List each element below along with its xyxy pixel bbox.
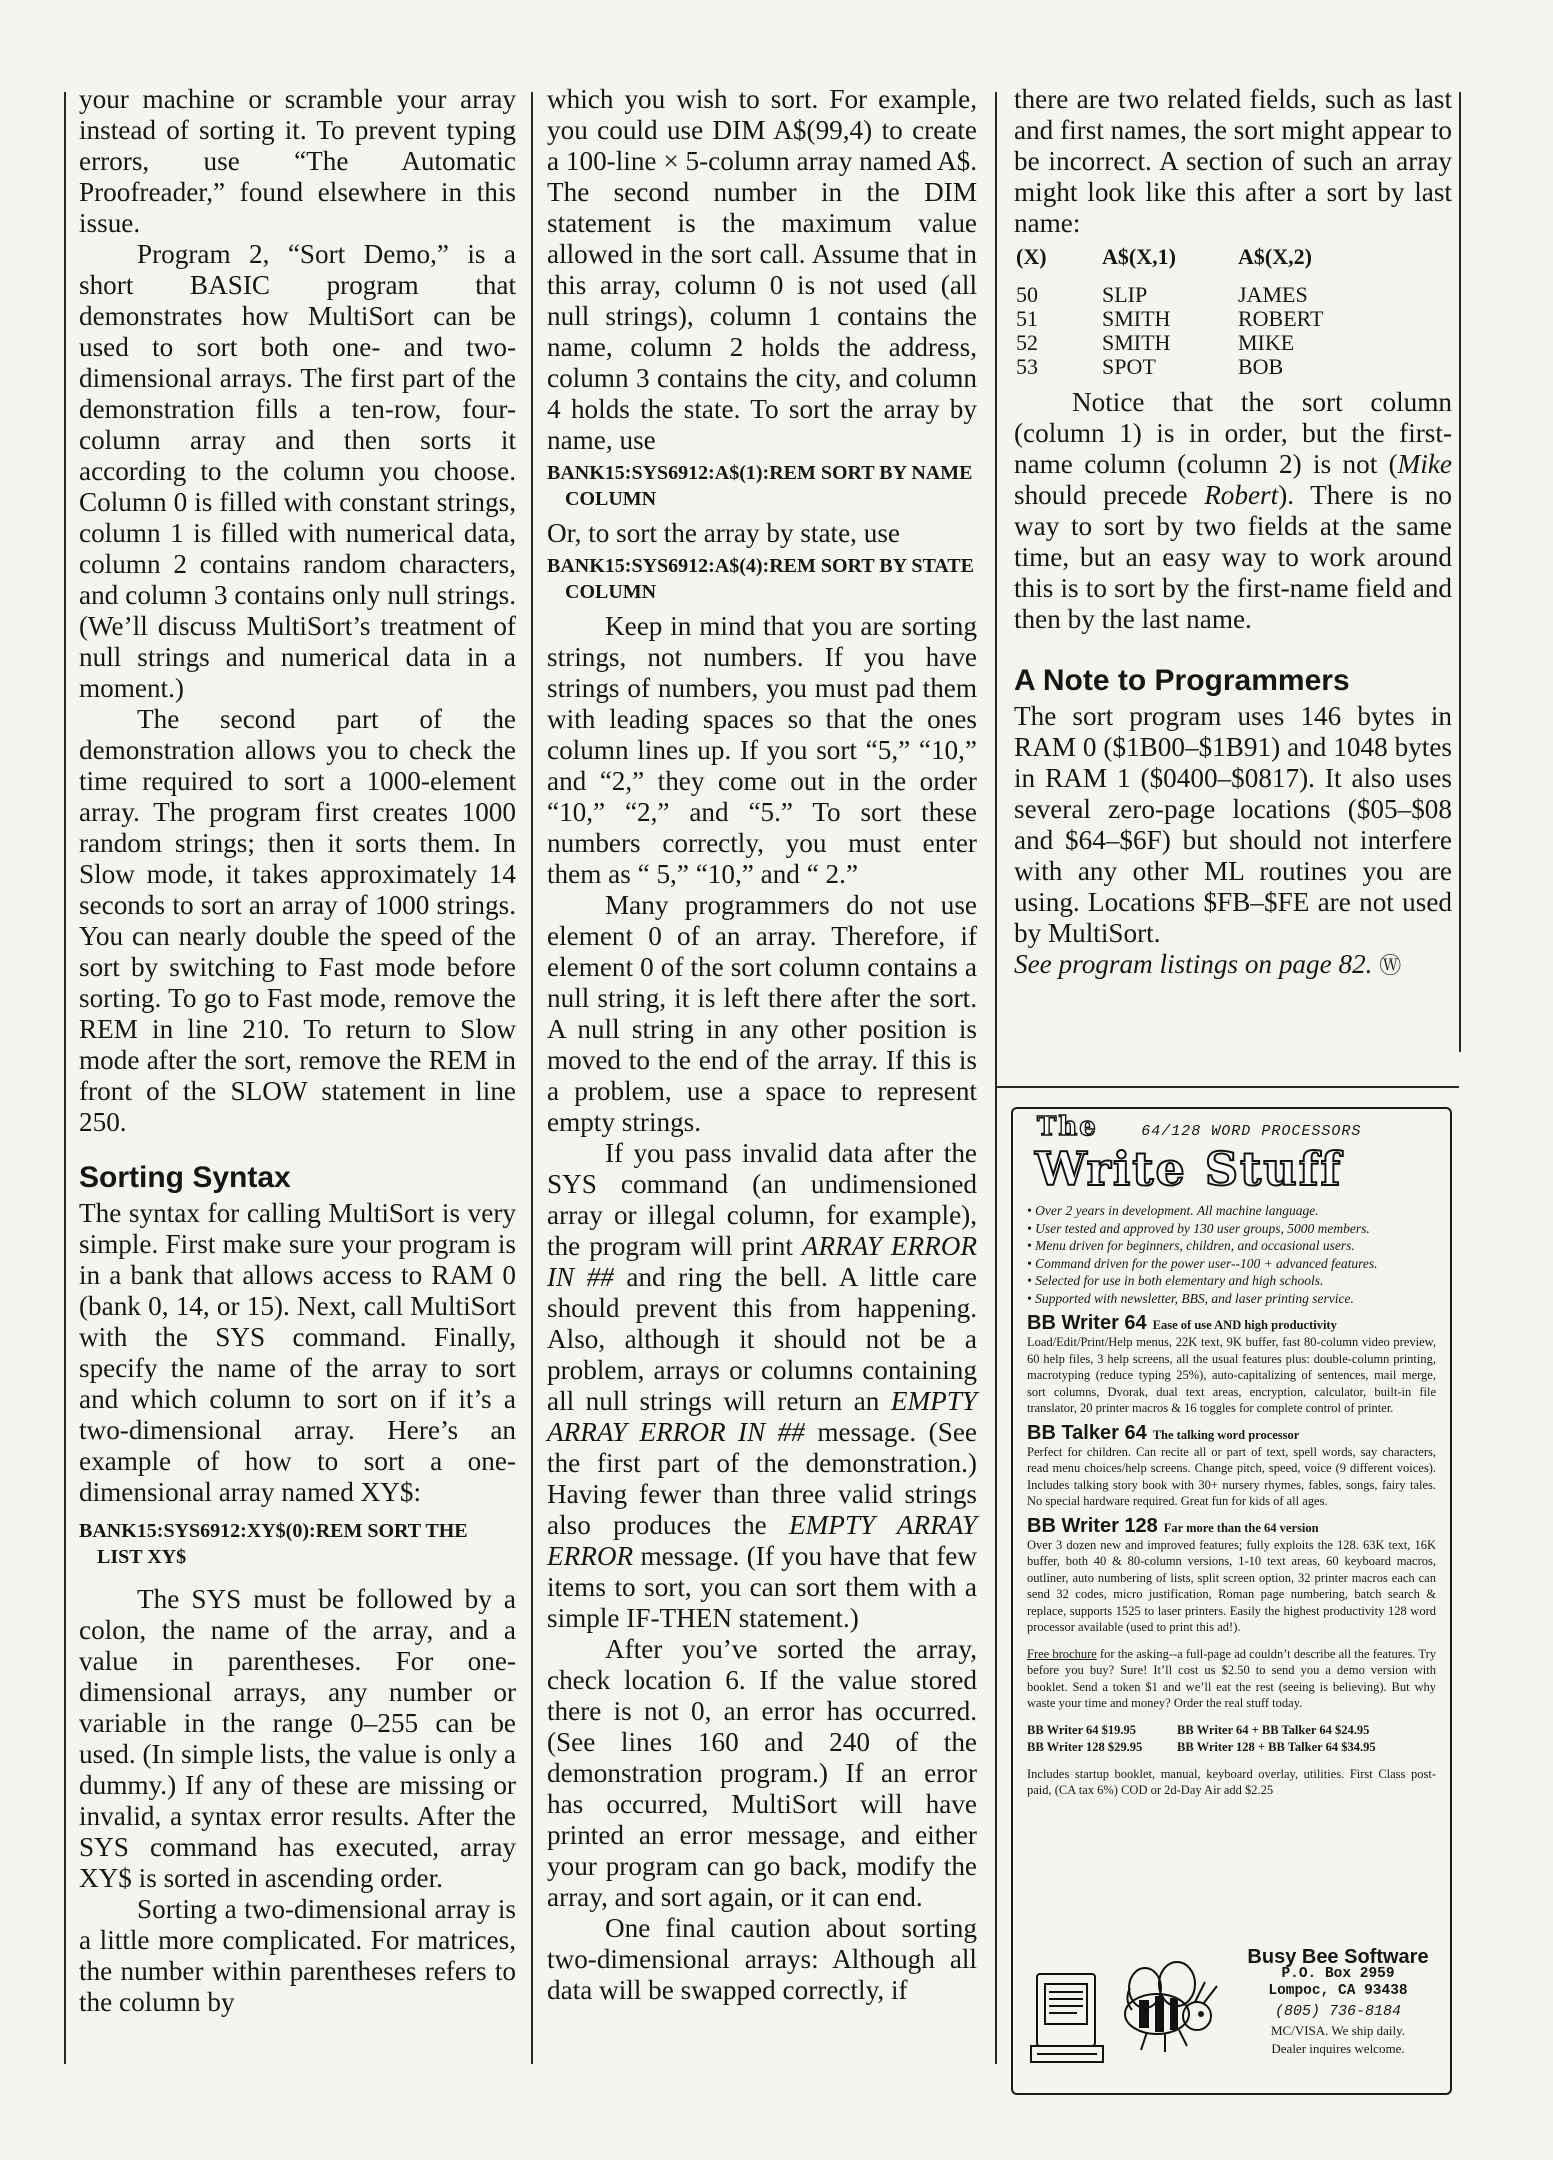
table-cell: SMITH xyxy=(1102,330,1171,355)
table-header-cell: (X) xyxy=(1016,244,1047,269)
ad-feature-list xyxy=(1027,1202,1436,1307)
end-mark-icon: Ⓦ xyxy=(1379,954,1402,979)
company-info xyxy=(1233,1946,1443,2056)
price-item: BB Writer 64 + BB Talker 64 $24.95 xyxy=(1177,1722,1370,1737)
table-header-cell: A$(X,1) xyxy=(1102,244,1176,269)
ad-the-label: The xyxy=(1037,1112,1098,1142)
price-item: BB Writer 128 + BB Talker 64 $34.95 xyxy=(1177,1739,1376,1754)
column-rule-1 xyxy=(531,92,533,2064)
list-item: • Command driven for the power user--100 + advanced features. xyxy=(1027,1255,1436,1273)
paragraph: Or, to sort the array by state, use xyxy=(547,518,900,548)
product-tagline: The talking word processor xyxy=(1152,1427,1300,1442)
list-item: • Supported with newsletter, BBS, and laser printing service. xyxy=(1027,1290,1436,1308)
ad-header xyxy=(1027,1112,1436,1142)
product-bb-talker-64 xyxy=(1027,1421,1436,1510)
table-row xyxy=(1014,307,1323,331)
paragraph: The SYS must be followed by a colon, the name of the array, and a value in parentheses. For one-dimensional arrays, any number or variable in the range 0–255 can be used. (In simple lists, the value is only a dummy.) If any of these are missing or invalid, a syntax error results. After the SYS command has executed, array XY$ is sorted in ascending order. xyxy=(79,1584,516,1893)
product-name: BB Writer 128 xyxy=(1027,1514,1158,1537)
table-cell: 50 xyxy=(1016,282,1038,307)
table-cell: 52 xyxy=(1016,330,1038,355)
table-cell: 51 xyxy=(1016,306,1038,331)
product-tagline: Far more than the 64 version xyxy=(1163,1520,1319,1535)
table-cell: SMITH xyxy=(1102,306,1171,331)
code-line: BANK15:SYS6912:XY$(0):REM SORT THE LIST XY$ xyxy=(79,1520,468,1568)
paragraph: After you’ve sorted the array, check location 6. If the value stored there is not 0, an error has occurred. (See lines 160 and 240 of the demonstration program.) If an error has occurred, MultiSort will have printed an error message, and either your program can go back, modify the array, and sort again, or it can end. xyxy=(547,1634,977,1912)
array-example-table xyxy=(1014,245,1323,379)
table-cell: JAMES xyxy=(1238,282,1308,307)
table-cell: MIKE xyxy=(1238,330,1295,355)
paragraph: The sort program uses 146 bytes in RAM 0 ($1B00–$1B91) and 1048 bytes in RAM 1 ($0400–$0817). It also uses several zero-page locations ($05–$08 and $64–$6F) but should not interfere with any other ML routines you are using. Locations $FB–$FE are not used by MultiSort. xyxy=(1014,701,1452,948)
brochure-offer: Free brochure for the asking--a full-page ad couldn’t describe all the features. Try before you buy? Sure! It’ll cost us $2.50 to send you a demo version with booklet. Send a token $1 and we’ll eat the rest (seeing is believing). But why waste your time and money? Order the real stuff today. xyxy=(1027,1646,1436,1710)
product-tagline: Ease of use AND high productivity xyxy=(1152,1318,1337,1332)
list-item: • Over 2 years in development. All machine language. xyxy=(1027,1202,1436,1220)
code-line: BANK15:SYS6912:A$(4):REM SORT BY STATE COLUMN xyxy=(547,555,974,603)
table-cell: SLIP xyxy=(1102,282,1148,307)
product-name: BB Talker 64 xyxy=(1027,1421,1147,1444)
table-header-cell: A$(X,2) xyxy=(1238,244,1312,269)
product-description: Over 3 dozen new and improved features; fully exploits the 128. 63K text, 16K buffer, both 40 & 80-column versions, 1-10 text areas, 60 keyboard macros, outliner, auto numbering of lists, split screen option, 32 printer macros each can send 32 codes, micro justification, Roman page numbering, batch search & replace, supports 1525 to laser printers. Easily the highest productivity 128 word processor available (used to print this ad!). xyxy=(1027,1537,1436,1634)
ad-top-rule xyxy=(997,1086,1459,1088)
product-description: Load/Edit/Print/Help menus, 22K text, 9K buffer, fast 80-column video preview, 60 help files, 3 help screens, all the usual features plus: double-column printing, macrotyping (reduce typing 25%), auto-capitalizing of sentences, mail merge, sort columns, Dvorak, dual text areas, encryption, calculator, built-in file translator, 20 printer macros & 16 toggles for complete control of printer. xyxy=(1027,1335,1436,1415)
paragraph: The syntax for calling MultiSort is very simple. First make sure your program is in a bank that allows access to RAM 0 (bank 0, 14, or 15). Next, call MultiSort with the SYS command. Finally, specify the name of the array to sort and which column to sort on if it’s a two-dimensional array. Here’s an example of how to sort a one-dimensional array named XY$: xyxy=(79,1198,516,1507)
column-3 xyxy=(1014,84,1452,982)
section-heading: Sorting Syntax xyxy=(79,1161,291,1194)
column-rule-left xyxy=(64,92,66,2064)
paragraph: Program 2, “Sort Demo,” is a short BASIC program that demonstrates how MultiSort can be used to sort both one- and two-dimensional arrays. The first part of the demonstration fills a ten-row, four-column array and then sorts it according to the column you choose. Column 0 is filled with constant strings, column 1 is filled with numerical data, column 2 contains random characters, and column 3 contains only null strings. (We’ll discuss MultiSort’s treatment of null strings and numerical data in a moment.) xyxy=(79,239,516,703)
paragraph: your machine or scramble your array instead of sorting it. To prevent typing errors, use “The Automatic Proofreader,” found elsewhere in this issue. xyxy=(79,84,516,238)
table-cell: SPOT xyxy=(1102,354,1156,379)
phone-number: (805) 736-8184 xyxy=(1274,2003,1402,2020)
column-rule-right xyxy=(1459,92,1461,1052)
code-line: BANK15:SYS6912:A$(1):REM SORT BY NAME COLUMN xyxy=(547,462,973,510)
paragraph: Sorting a two-dimensional array is a little more complicated. For matrices, the number within parentheses refers to the column by xyxy=(79,1894,516,2017)
company-name: Busy Bee Software xyxy=(1247,1946,1429,1968)
column-rule-2 xyxy=(995,92,997,2064)
price-item: BB Writer 128 $29.95 xyxy=(1027,1739,1143,1754)
list-item: • User tested and approved by 130 user groups, 5000 members. xyxy=(1027,1220,1436,1238)
address-line: Lompoc, CA 93438 xyxy=(1268,1983,1408,1999)
table-row xyxy=(1014,331,1323,355)
product-name: BB Writer 64 xyxy=(1027,1312,1147,1334)
paragraph: Keep in mind that you are sorting strings, not numbers. If you have strings of numbers, you must pad them with leading spaces so that the ones column lines up. If you sort “5,” “10,” and “2,” they come out in the order “10,” “2,” and “5.” To sort these numbers correctly, you must enter them as “ 5,” “10,” and “ 2.” xyxy=(547,611,977,889)
table-cell: 53 xyxy=(1016,354,1038,379)
advertisement xyxy=(1011,1107,1452,2095)
ad-subtitle: 64/128 WORD PROCESSORS xyxy=(1141,1123,1362,1140)
table-row xyxy=(1014,283,1323,307)
table-header-row xyxy=(1014,245,1323,283)
payment-note: MC/VISA. We ship daily. xyxy=(1270,2023,1405,2038)
price-list xyxy=(1027,1722,1436,1756)
paragraph: The second part of the demonstration allows you to check the time required to sort a 1000-element array. The program first creates 1000 random strings; then it sorts them. In Slow mode, it takes approximately 14 seconds to sort an array of 1000 strings. You can nearly double the speed of the sort by switching to Fast mode before sorting. To go to Fast mode, remove the REM in line 210. To return to Slow mode after the sort, remove the REM in front of the SLOW statement in line 250. xyxy=(79,704,516,1137)
paragraph: Notice that the sort column (column 1) is in order, but the first-name column (column 2) is not (Mike should precede Robert). There is no way to sort by two fields at the same time, but an easy way to work around this is to sort by the first-name field and then by the last name. xyxy=(1014,387,1452,634)
paragraph: Many programmers do not use element 0 of an array. Therefore, if element 0 of the sort column contains a null string, it is left there after the sort. A null string in any other position is moved to the end of the array. If this is a problem, use a space to represent empty strings. xyxy=(547,890,977,1137)
table-row xyxy=(1014,355,1323,379)
address-line: P.O. Box 2959 xyxy=(1281,1966,1395,1982)
dealer-note: Dealer inquires welcome. xyxy=(1271,2041,1405,2056)
write-stuff-logo: Write Stuff xyxy=(1035,1142,1343,1196)
section-heading: A Note to Programmers xyxy=(1014,664,1350,697)
paragraph: which you wish to sort. For example, you could use DIM A$(99,4) to create a 100-line × 5-column array named A$. The second number in the DIM statement is the maximum value allowed in the sort call. Assume that in this array, column 0 is not used (all null strings), column 1 contains the name, column 2 holds the address, column 3 contains the city, and column 4 holds the state. To sort the array by name, use xyxy=(547,84,977,455)
includes-note: Includes startup booklet, manual, keyboard overlay, utilities. First Class post-paid, (CA tax 6%) COD or 2d-Day Air add $2.25 xyxy=(1027,1766,1436,1797)
column-1 xyxy=(79,84,516,2018)
table-cell: ROBERT xyxy=(1238,306,1324,331)
table-cell: BOB xyxy=(1238,354,1284,379)
product-description: Perfect for children. Can recite all or part of text, spell words, say characters, read menu choices/help screens. Change pitch, speed, voice (9 different voices). Includes talking story book with 30+ nursery rhymes, fables, songs, fairy tales. No special hardware required. Great fun for kids of all ages. xyxy=(1027,1444,1436,1508)
price-item: BB Writer 64 $19.95 xyxy=(1027,1722,1137,1737)
paragraph: One final caution about sorting two-dimensional arrays: Although all data will be swapped correctly, if xyxy=(547,1913,977,2005)
product-bb-writer-64 xyxy=(1027,1312,1436,1417)
computer-bee-illustration xyxy=(1027,1944,1227,2074)
column-2 xyxy=(547,84,977,2006)
list-item: • Menu driven for beginners, children, and occasional users. xyxy=(1027,1237,1436,1255)
product-bb-writer-128 xyxy=(1027,1514,1436,1636)
paragraph: If you pass invalid data after the SYS command (an undimensioned array or illegal column, for example), the program will print ARRAY ERROR IN ## and ring the bell. A little care should prevent this from happening. Also, although it should not be a problem, arrays or columns containing all null strings will return an EMPTY ARRAY ERROR IN ## message. (See the first part of the demonstration.) Having fewer than three valid strings also produces the EMPTY ARRAY ERROR message. (If you have that few items to sort, you can sort them with a simple IF-THEN statement.) xyxy=(547,1138,977,1633)
paragraph: there are two related fields, such as last and first names, the sort might appear to be incorrect. A section of such an array might look like this after a sort by last name: xyxy=(1014,84,1452,238)
paragraph: See program listings on page 82. Ⓦ xyxy=(1014,949,1402,979)
list-item: • Selected for use in both elementary and high schools. xyxy=(1027,1272,1436,1290)
